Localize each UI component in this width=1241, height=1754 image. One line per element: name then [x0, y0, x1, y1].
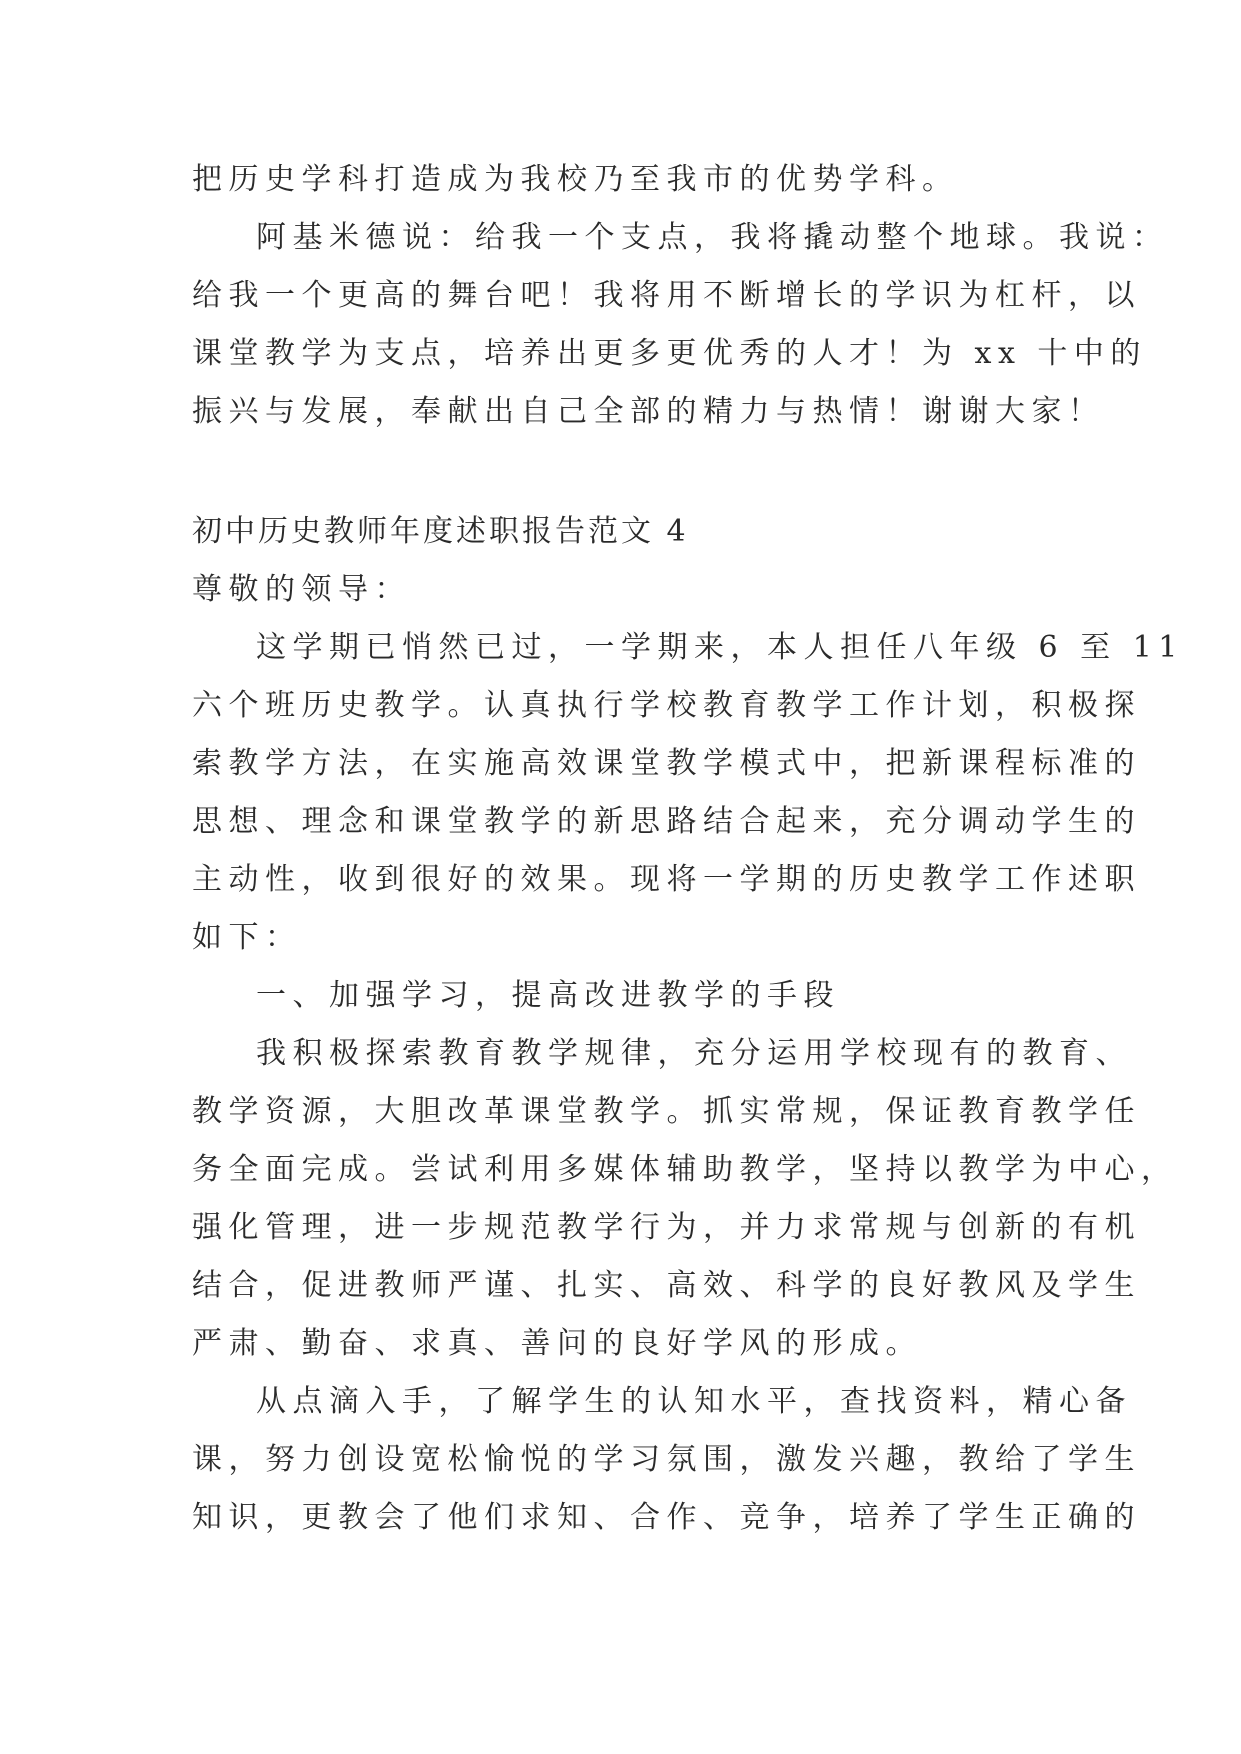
- paragraph-line: 索教学方法，在实施高效课堂教学模式中，把新课程标准的: [192, 746, 1141, 781]
- paragraph-line: 给我一个更高的舞台吧！我将用不断增长的学识为杠杆，以: [192, 278, 1141, 313]
- paragraph-line: 这学期已悄然已过，一学期来，本人担任八年级 6 至 11: [256, 630, 1184, 665]
- section-title: 初中历史教师年度述职报告范文 4: [192, 514, 689, 549]
- paragraph-line: 把历史学科打造成为我校乃至我市的优势学科。: [192, 162, 959, 197]
- paragraph-line: 务全面完成。尝试利用多媒体辅助教学，坚持以教学为中心，: [192, 1152, 1178, 1187]
- paragraph-line: 知识，更教会了他们求知、合作、竞争，培养了学生正确的: [192, 1500, 1141, 1535]
- paragraph-line: 如下：: [192, 920, 302, 955]
- paragraph-line: 阿基米德说：给我一个支点，我将撬动整个地球。我说：: [256, 220, 1169, 255]
- paragraph-line: 振兴与发展，奉献出自己全部的精力与热情！谢谢大家！: [192, 394, 1105, 429]
- paragraph-line: 主动性，收到很好的效果。现将一学期的历史教学工作述职: [192, 862, 1141, 897]
- paragraph-line: 从点滴入手，了解学生的认知水平，查找资料，精心备: [256, 1384, 1132, 1419]
- paragraph-line: 思想、理念和课堂教学的新思路结合起来，充分调动学生的: [192, 804, 1141, 839]
- paragraph-line: 课，努力创设宽松愉悦的学习氛围，激发兴趣，教给了学生: [192, 1442, 1141, 1477]
- paragraph-line: 严肃、勤奋、求真、善问的良好学风的形成。: [192, 1326, 922, 1361]
- paragraph-line: 我积极探索教育教学规律，充分运用学校现有的教育、: [256, 1036, 1132, 1071]
- paragraph-line: 六个班历史教学。认真执行学校教育教学工作计划，积极探: [192, 688, 1141, 723]
- salutation: 尊敬的领导：: [192, 572, 411, 607]
- paragraph-line: 强化管理，进一步规范教学行为，并力求常规与创新的有机: [192, 1210, 1141, 1245]
- paragraph-line: 教学资源，大胆改革课堂教学。抓实常规，保证教育教学任: [192, 1094, 1141, 1129]
- paragraph-line: 课堂教学为支点，培养出更多更优秀的人才！为 xx 十中的: [192, 336, 1147, 371]
- paragraph-line: 结合，促进教师严谨、扎实、高效、科学的良好教风及学生: [192, 1268, 1141, 1303]
- subsection-heading: 一、加强学习，提高改进教学的手段: [256, 978, 840, 1013]
